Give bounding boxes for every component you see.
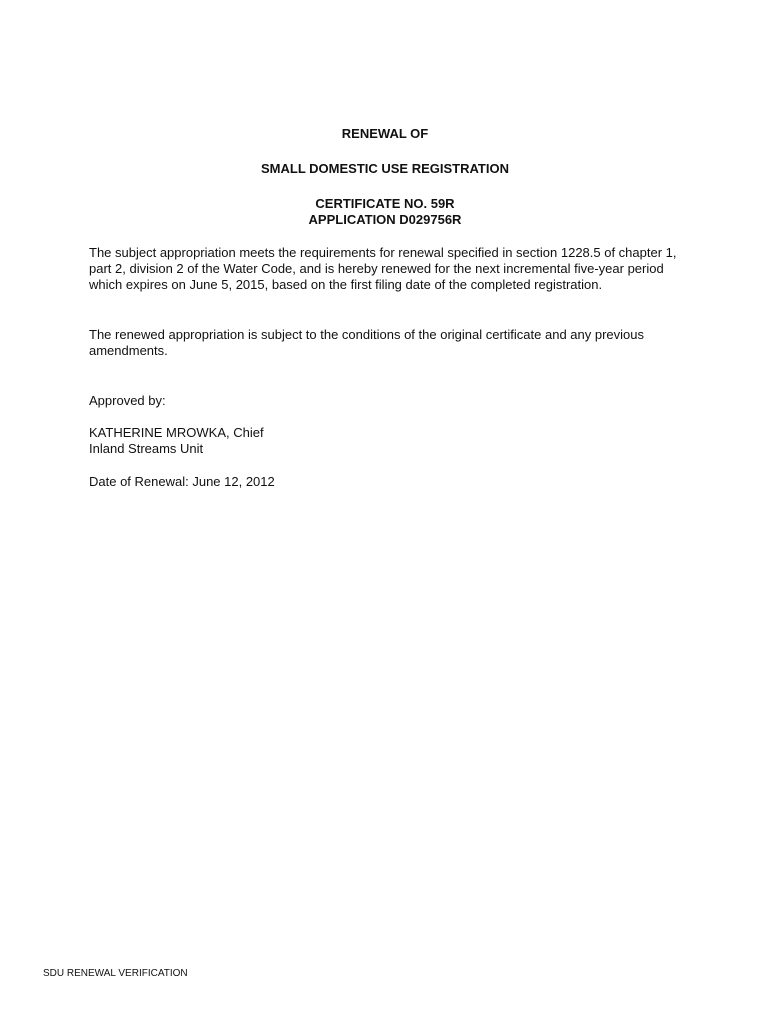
document-title: RENEWAL OF	[341, 126, 429, 141]
signer-name: KATHERINE MROWKA, Chief	[89, 425, 264, 440]
conditions-paragraph: The renewed appropriation is subject to the conditions of the original certificate and any previous amendments.	[89, 327, 644, 359]
renewal-paragraph: The subject appropriation meets the requirements for renewal specified in section 1228.5 of chapter 1, part 2, division 2 of the Water Code, and is hereby renewed for the next incremental five-year period which expires on June 5, 2015, based on the first filing date of the completed registration.	[89, 245, 677, 293]
approved-by-label: Approved by:	[89, 393, 166, 408]
footer-label: SDU RENEWAL VERIFICATION	[43, 968, 188, 979]
renewal-date: Date of Renewal: June 12, 2012	[89, 474, 275, 489]
application-number: APPLICATION D029756R	[308, 212, 462, 227]
certificate-number: CERTIFICATE NO. 59R	[315, 196, 455, 211]
signer-unit: Inland Streams Unit	[89, 441, 204, 456]
document-subtitle: SMALL DOMESTIC USE REGISTRATION	[261, 161, 509, 176]
